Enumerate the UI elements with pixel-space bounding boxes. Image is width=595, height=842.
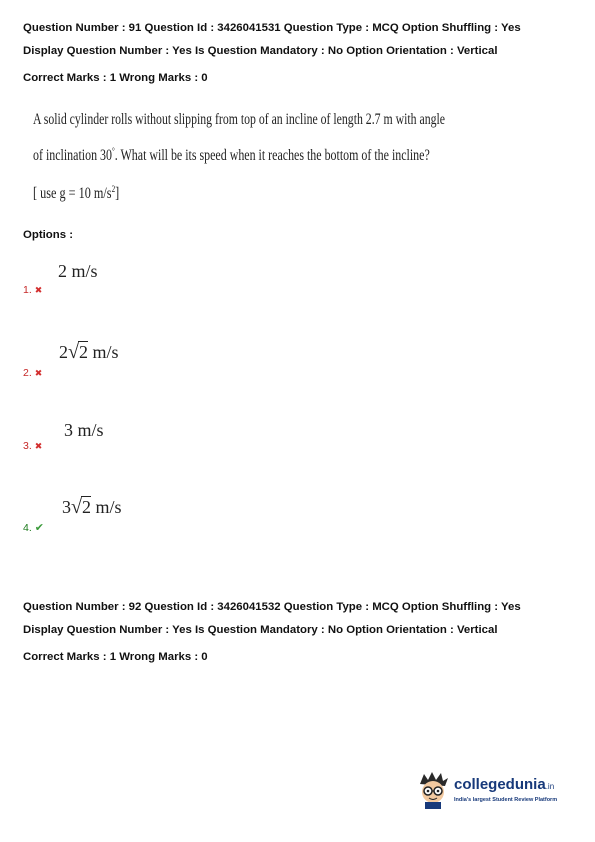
- option-3-number: 3.: [23, 440, 32, 452]
- q91-text-line1-content: A solid cylinder rolls without slipping from top of an incline of length 2.7 m with angle: [33, 111, 446, 128]
- q91-text-line3-post: ]: [115, 185, 120, 203]
- q91-text-line3: [33, 184, 119, 203]
- option-2-value: [59, 341, 119, 364]
- option-2-number-row: [23, 367, 42, 379]
- mascot-icon: [416, 770, 452, 810]
- q92-meta-line1: Question Number : 92 Question Id : 3426041532 Question Type : MCQ Option Shuffling : Yes: [23, 601, 521, 613]
- option-2-unit: m/s: [87, 342, 119, 362]
- option-4-value: [62, 496, 122, 519]
- option-2-root: 2: [78, 342, 88, 362]
- q91-meta-line2: Display Question Number : Yes Is Question Mandatory : No Option Orientation : Vertical: [23, 45, 498, 57]
- option-2-number: 2.: [23, 367, 32, 379]
- option-1-number-row: [23, 284, 42, 296]
- option-3-value: 3 m/s: [64, 420, 104, 440]
- option-4-coef: 3: [62, 497, 71, 517]
- q92-meta-line3: Correct Marks : 1 Wrong Marks : 0: [23, 651, 208, 663]
- option-1-value: 2 m/s: [58, 261, 98, 281]
- option-2-coef: 2: [59, 342, 68, 362]
- q92-meta-line2: Display Question Number : Yes Is Question Mandatory : No Option Orientation : Vertical: [23, 624, 498, 636]
- option-1-number: 1.: [23, 284, 32, 296]
- cross-icon: ✖: [34, 285, 43, 295]
- q91-text-line1: [33, 111, 445, 129]
- options-label: Options :: [23, 229, 73, 241]
- q91-degree-sup: °: [111, 146, 115, 156]
- logo-tagline: India's largest Student Review Platform: [454, 797, 558, 803]
- cross-icon: ✖: [34, 441, 43, 451]
- option-4-root: 2: [81, 497, 91, 517]
- option-4-unit: m/s: [90, 497, 122, 517]
- sqrt-symbol: √2: [68, 341, 88, 363]
- q91-square-sup: 2: [111, 184, 116, 194]
- option-3-number-row: [23, 440, 42, 452]
- q91-text-line2-post: . What will be its speed when it reaches the bottom of the incline?: [114, 147, 430, 165]
- logo-name-text: collegedunia: [454, 776, 546, 793]
- q91-text-line3-pre: [ use g = 10 m/s: [33, 185, 112, 203]
- sqrt-symbol: √2: [71, 496, 91, 518]
- q91-text-line2: [33, 146, 430, 165]
- logo-suffix: .in: [545, 782, 555, 791]
- q91-meta-line3: Correct Marks : 1 Wrong Marks : 0: [23, 72, 208, 84]
- cross-icon: ✖: [34, 368, 43, 378]
- check-icon: ✔: [34, 522, 44, 534]
- q91-text-line2-pre: of inclination 30: [33, 147, 112, 165]
- q91-meta-line1: Question Number : 91 Question Id : 3426041531 Question Type : MCQ Option Shuffling : Yes: [23, 22, 521, 34]
- logo-name: [454, 776, 554, 793]
- option-4-number-row: [23, 521, 44, 534]
- collegedunia-logo: [416, 770, 561, 812]
- option-4-number: 4.: [23, 522, 32, 534]
